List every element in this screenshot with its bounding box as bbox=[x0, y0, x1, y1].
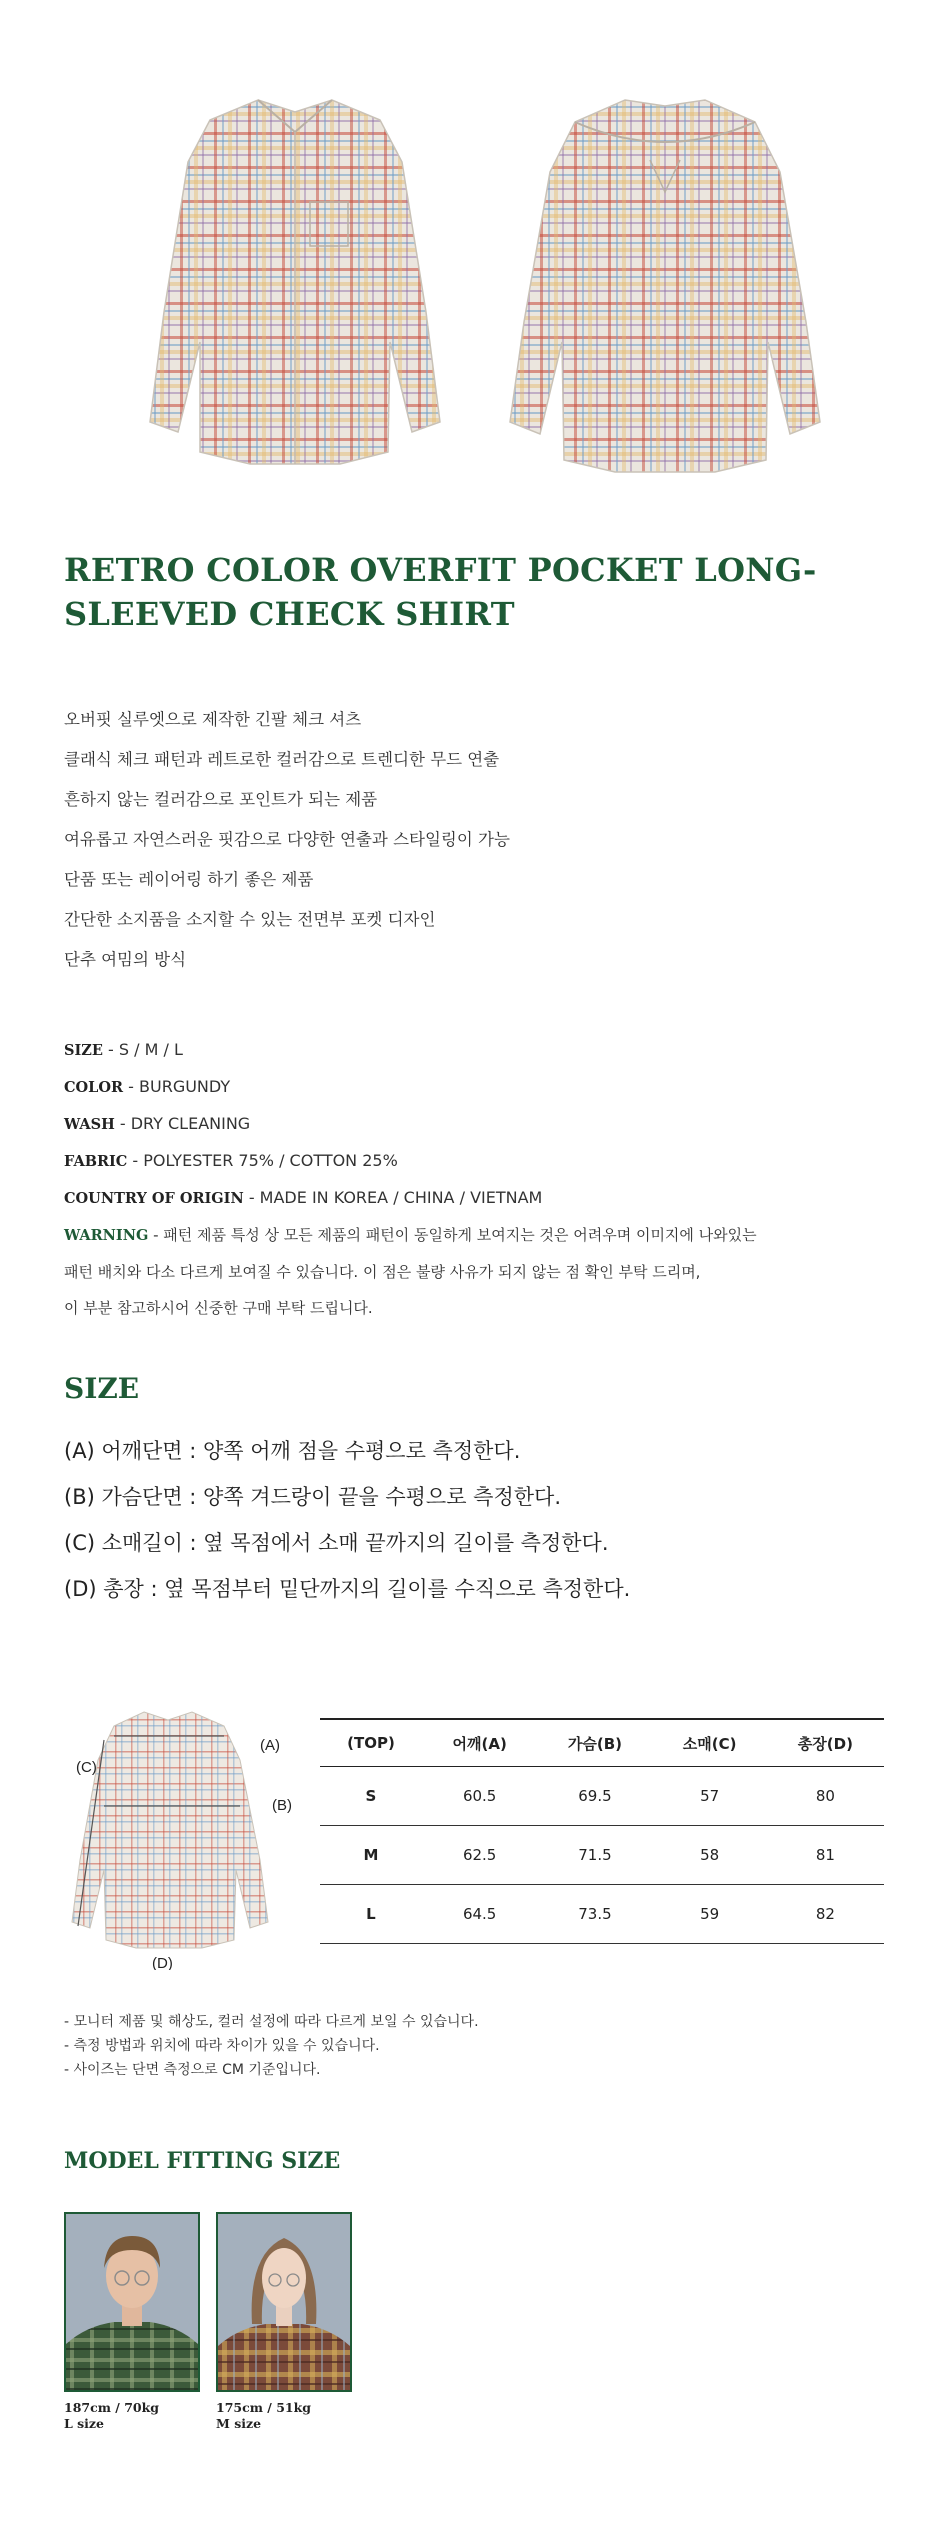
description-line: 여유롭고 자연스러운 핏감으로 다양한 연출과 스타일링이 가능 bbox=[64, 830, 510, 849]
description-line: 클래식 체크 패턴과 레트로한 컬러감으로 트렌디한 무드 연출 bbox=[64, 750, 500, 769]
measurement-diagram bbox=[64, 1700, 314, 1970]
model-size: L size bbox=[64, 2416, 104, 2431]
spec-warning-line: - 패턴 제품 특성 상 모든 제품의 패턴이 동일하게 보여지는 것은 어려우며 이미지에 나와있는 bbox=[148, 1226, 757, 1244]
table-cell: 59 bbox=[653, 1885, 767, 1944]
product-specs bbox=[64, 1032, 924, 1326]
measurement-line: (A) 어깨단면 : 양쪽 어깨 점을 수평으로 측정한다. bbox=[64, 1439, 521, 1463]
shirt-front-image bbox=[140, 92, 450, 472]
model-body: 175cm / 51kg bbox=[216, 2400, 311, 2415]
size-notes bbox=[64, 2010, 924, 2082]
spec-fabric-label: FABRIC bbox=[64, 1153, 128, 1170]
spec-color-value: - BURGUNDY bbox=[123, 1077, 231, 1096]
table-cell: 81 bbox=[767, 1826, 884, 1885]
description-line: 오버핏 실루엣으로 제작한 긴팔 체크 셔츠 bbox=[64, 710, 362, 729]
spec-color-label: COLOR bbox=[64, 1079, 124, 1096]
table-cell: 69.5 bbox=[537, 1767, 652, 1826]
size-table-header bbox=[320, 1719, 884, 1767]
diagram-label-b: (B) bbox=[272, 1797, 292, 1814]
model-photo-female bbox=[216, 2212, 352, 2392]
spec-size-label: SIZE bbox=[64, 1042, 103, 1059]
size-cell: M bbox=[320, 1826, 422, 1885]
table-cell: 60.5 bbox=[422, 1767, 537, 1826]
diagram-label-d: (D) bbox=[152, 1955, 173, 1970]
table-cell: 73.5 bbox=[537, 1885, 652, 1944]
description-line: 흔하지 않는 컬러감으로 포인트가 되는 제품 bbox=[64, 790, 378, 809]
spec-wash-value: - DRY CLEANING bbox=[114, 1114, 251, 1133]
spec-color bbox=[64, 1069, 924, 1106]
table-cell: 62.5 bbox=[422, 1826, 537, 1885]
model-female-illustration bbox=[218, 2214, 350, 2390]
model-caption-male bbox=[64, 2400, 159, 2432]
spec-warning bbox=[64, 1217, 924, 1254]
spec-origin bbox=[64, 1180, 924, 1217]
description-line: 간단한 소지품을 소지할 수 있는 전면부 포켓 디자인 bbox=[64, 910, 436, 929]
spec-fabric-value: - POLYESTER 75% / COTTON 25% bbox=[127, 1151, 398, 1170]
note-line: - 사이즈는 단면 측정으로 CM 기준입니다. bbox=[64, 2062, 321, 2078]
model-photo-male bbox=[64, 2212, 200, 2392]
table-cell: 82 bbox=[767, 1885, 884, 1944]
table-cell: 64.5 bbox=[422, 1885, 537, 1944]
shirt-back-image bbox=[500, 92, 830, 482]
spec-size bbox=[64, 1032, 924, 1069]
spec-wash-label: WASH bbox=[64, 1116, 115, 1133]
size-table bbox=[320, 1718, 884, 1944]
spec-warning-label: WARNING bbox=[64, 1227, 149, 1244]
spec-warning-line: 패턴 배치와 다소 다르게 보여질 수 있습니다. 이 점은 불량 사유가 되지 않는 점 확인 부탁 드리며, bbox=[64, 1263, 701, 1281]
table-row bbox=[320, 1767, 884, 1826]
spec-origin-label: COUNTRY OF ORIGIN bbox=[64, 1190, 244, 1207]
model-male-illustration bbox=[66, 2214, 198, 2390]
table-cell: 58 bbox=[653, 1826, 767, 1885]
diagram-label-c: (C) bbox=[76, 1759, 97, 1776]
size-cell: L bbox=[320, 1885, 422, 1944]
table-cell: 71.5 bbox=[537, 1826, 652, 1885]
note-line: - 측정 방법과 위치에 따라 차이가 있을 수 있습니다. bbox=[64, 2038, 380, 2054]
model-size: M size bbox=[216, 2416, 262, 2431]
spec-wash bbox=[64, 1106, 924, 1143]
spec-fabric bbox=[64, 1143, 924, 1180]
model-caption-female bbox=[216, 2400, 311, 2432]
size-cell: S bbox=[320, 1767, 422, 1826]
size-table-header-cell: 소매(C) bbox=[653, 1719, 767, 1767]
description-line: 단품 또는 레이어링 하기 좋은 제품 bbox=[64, 870, 314, 889]
model-fitting-title: MODEL FITTING SIZE bbox=[64, 2148, 341, 2174]
spec-size-value: - S / M / L bbox=[102, 1040, 183, 1059]
size-section-title: SIZE bbox=[64, 1372, 140, 1405]
spec-warning-line: 이 부분 참고하시어 신중한 구매 부탁 드립니다. bbox=[64, 1299, 373, 1317]
note-line: - 모니터 제품 및 해상도, 컬러 설정에 따라 다르게 보일 수 있습니다. bbox=[64, 2014, 479, 2030]
size-table-header-cell: 총장(D) bbox=[767, 1719, 884, 1767]
product-title: RETRO COLOR OVERFIT POCKET LONG-SLEEVED CHECK SHIRT bbox=[64, 551, 817, 633]
measurement-line: (C) 소매길이 : 옆 목점에서 소매 끝까지의 길이를 측정한다. bbox=[64, 1531, 609, 1555]
table-row bbox=[320, 1885, 884, 1944]
model-body: 187cm / 70kg bbox=[64, 2400, 159, 2415]
size-table-header-cell: 어깨(A) bbox=[422, 1719, 537, 1767]
measurement-guide bbox=[64, 1428, 924, 1612]
size-table-header-cell: 가슴(B) bbox=[537, 1719, 652, 1767]
table-row bbox=[320, 1826, 884, 1885]
diagram-label-a: (A) bbox=[260, 1737, 280, 1754]
measurement-line: (D) 총장 : 옆 목점부터 밑단까지의 길이를 수직으로 측정한다. bbox=[64, 1577, 631, 1601]
table-cell: 57 bbox=[653, 1767, 767, 1826]
product-description bbox=[64, 700, 904, 980]
table-cell: 80 bbox=[767, 1767, 884, 1826]
spec-origin-value: - MADE IN KOREA / CHINA / VIETNAM bbox=[243, 1188, 543, 1207]
size-table-header-cell: (TOP) bbox=[320, 1719, 422, 1767]
measurement-line: (B) 가슴단면 : 양쪽 겨드랑이 끝을 수평으로 측정한다. bbox=[64, 1485, 561, 1509]
description-line: 단추 여밈의 방식 bbox=[64, 950, 187, 969]
